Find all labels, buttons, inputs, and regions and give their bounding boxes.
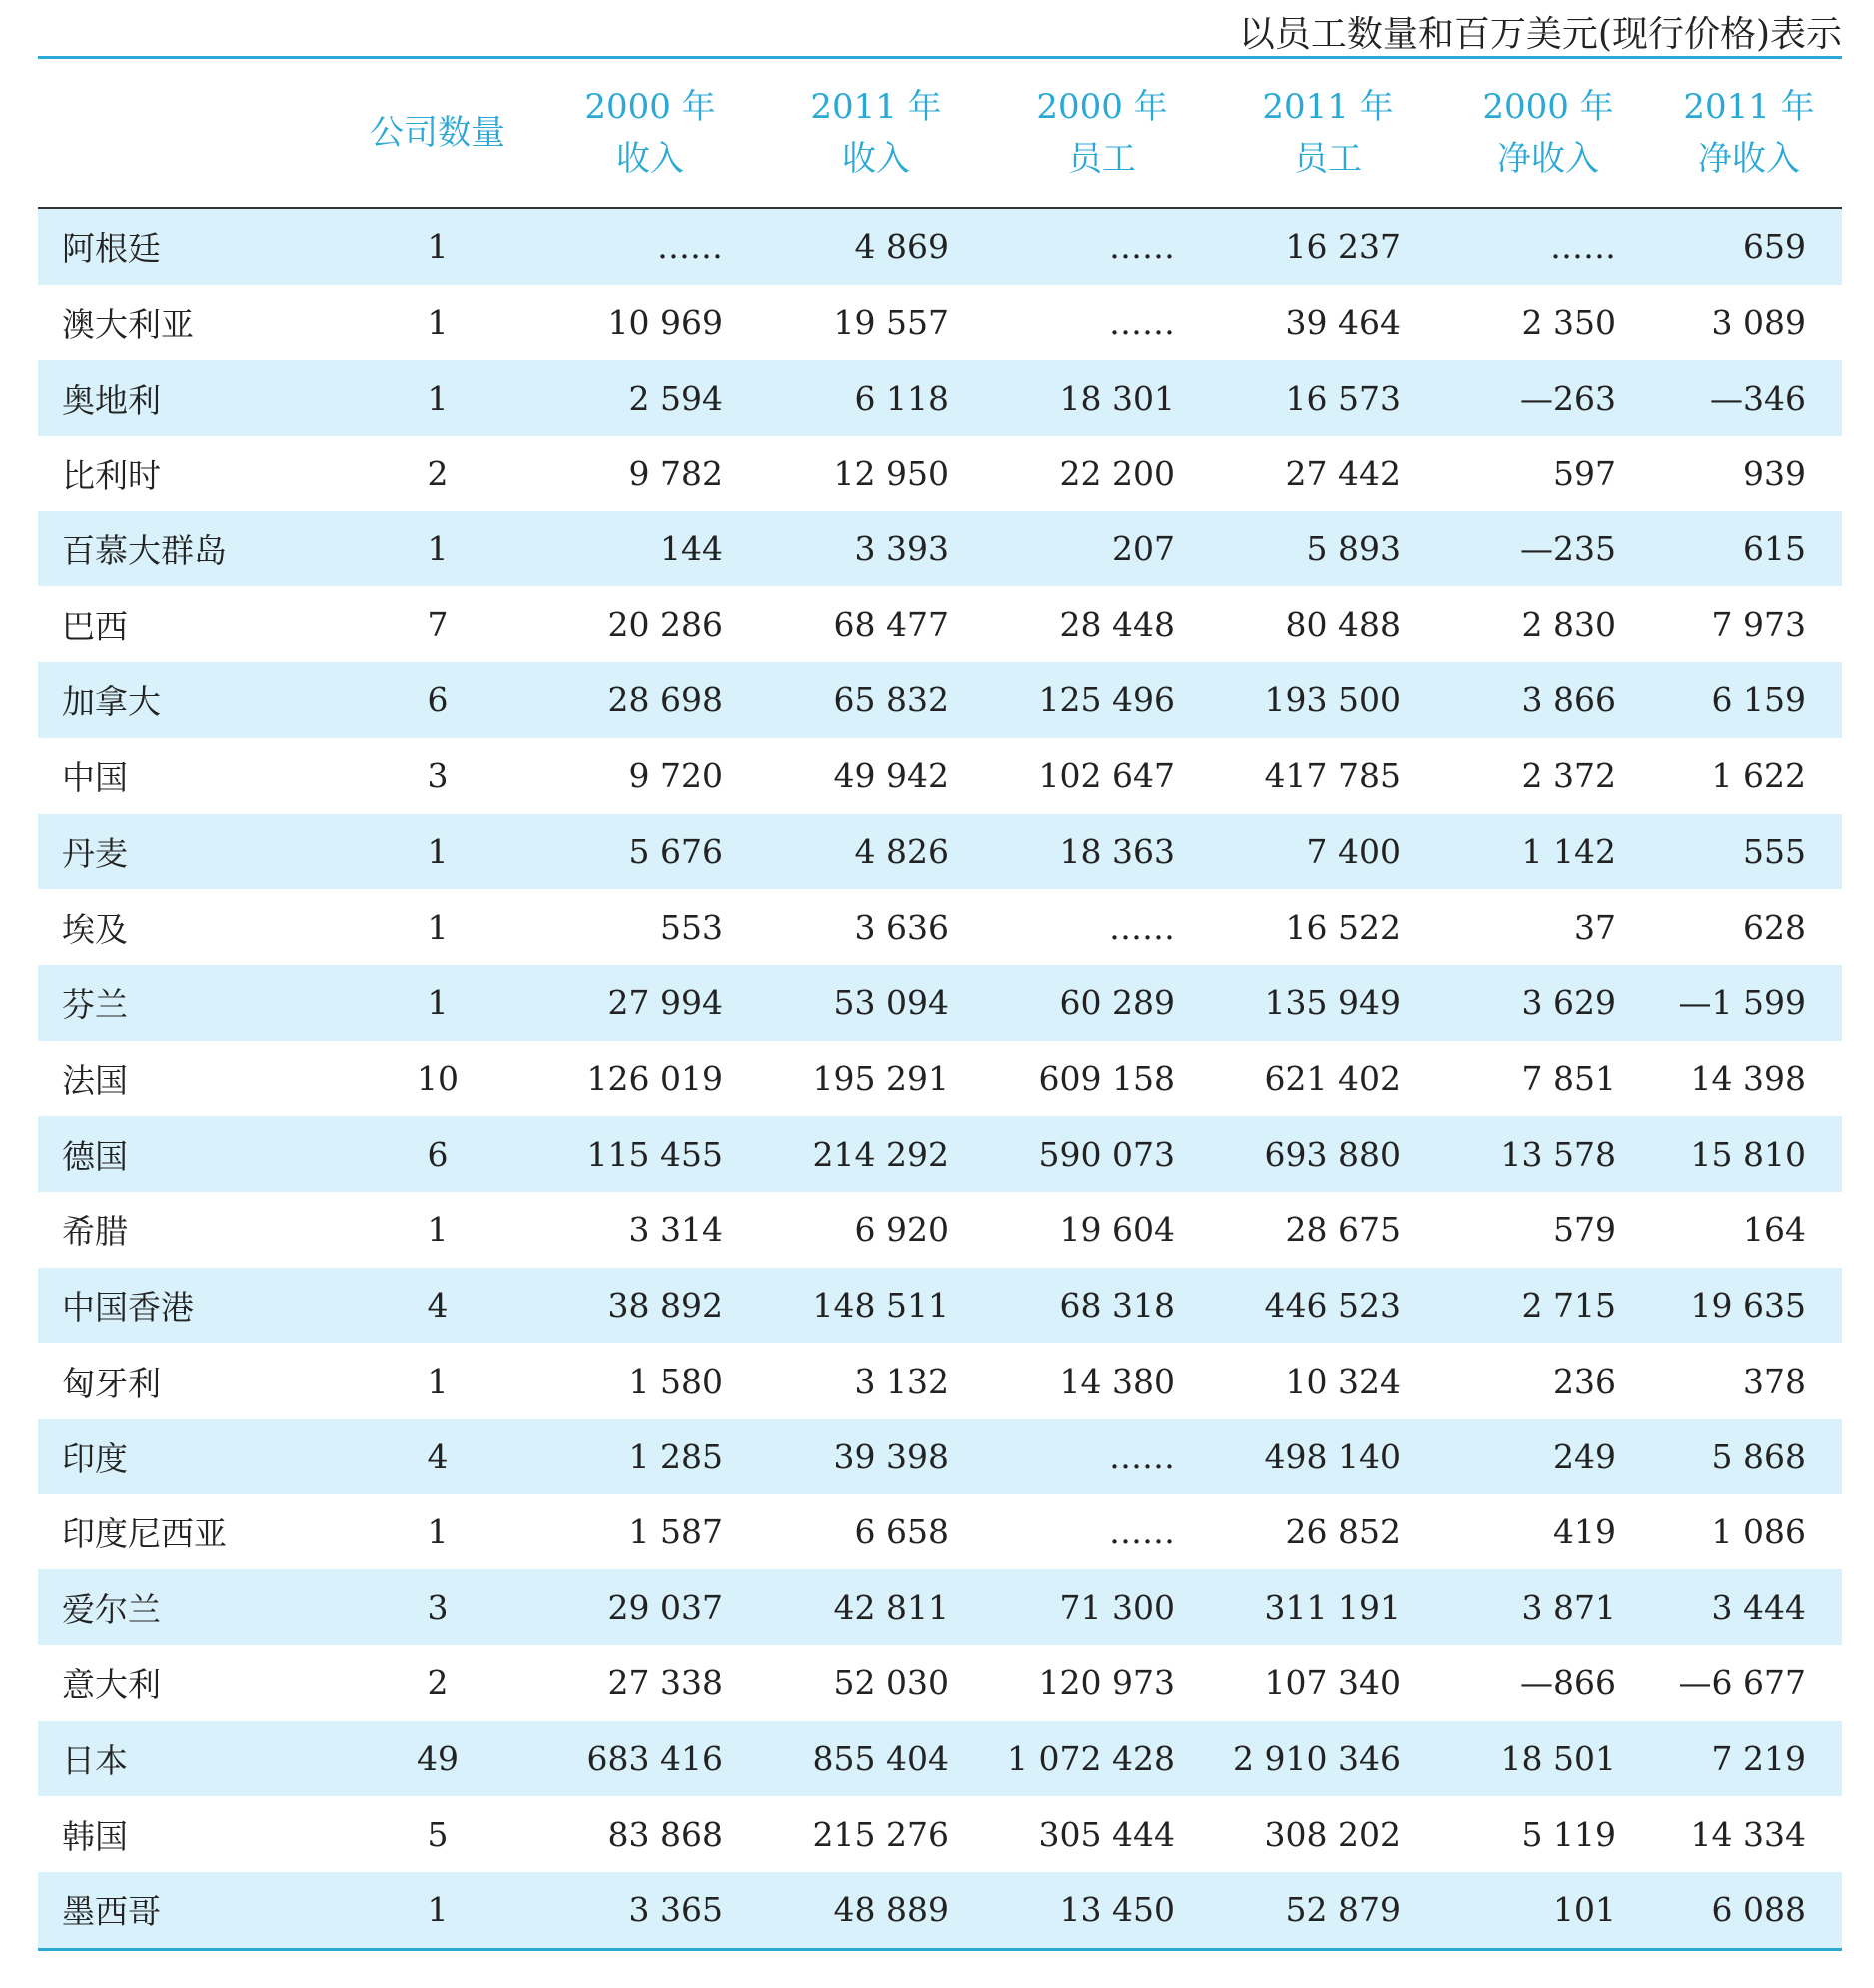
table-row	[38, 814, 1842, 890]
value-cell: 52 879	[1215, 1872, 1440, 1949]
table-row	[38, 1645, 1842, 1721]
value-cell: 3 314	[628, 1210, 723, 1250]
column-header-line1: 2011 年	[810, 87, 942, 127]
value-cell: 5 893	[1215, 511, 1440, 587]
table-row	[38, 1192, 1842, 1268]
value-cell: 18 501	[1440, 1721, 1656, 1797]
country-cell: 百慕大群岛	[38, 511, 338, 587]
company-count-cell: 1	[427, 303, 449, 343]
value-cell: 126 019	[586, 1058, 723, 1098]
table-header	[38, 58, 1842, 209]
value-cell: 659	[1656, 208, 1842, 285]
value-cell: 4 826	[763, 814, 989, 890]
value-cell: 15 810	[1656, 1116, 1842, 1192]
table-row	[38, 360, 1842, 436]
value-cell: 417 785	[1264, 756, 1401, 796]
country-cell: 爱尔兰	[38, 1569, 338, 1645]
value-cell: 2 372	[1521, 756, 1616, 796]
table-row	[38, 208, 1842, 285]
value-cell: 193 500	[1215, 662, 1440, 738]
value-cell: 3 089	[1711, 303, 1806, 343]
table-row	[38, 436, 1842, 511]
value-cell: 615	[1656, 511, 1842, 587]
company-count-cell: 3	[427, 756, 449, 796]
value-cell: 19 604	[1059, 1210, 1175, 1250]
value-cell: 29 037	[537, 1569, 763, 1645]
country-cell: 希腊	[62, 1212, 128, 1252]
value-cell: 39 398	[763, 1419, 989, 1494]
value-cell: 609 158	[1038, 1058, 1175, 1098]
value-cell: 1 622	[1711, 756, 1806, 796]
value-cell: 14 334	[1690, 1814, 1806, 1854]
value-cell: —263	[1440, 360, 1656, 436]
value-cell: 6 088	[1656, 1872, 1842, 1949]
company-count-cell: 6	[338, 662, 537, 738]
value-cell: 83 868	[607, 1814, 723, 1854]
unit-note: 以员工数量和百万美元(现行价格)表示	[1238, 14, 1842, 55]
value-cell: 305 444	[1038, 1814, 1175, 1854]
column-header-line2: 净收入	[1698, 139, 1800, 179]
country-cell: 中国香港	[38, 1268, 338, 1344]
value-cell: 5 119	[1521, 1814, 1616, 1854]
country-cell: 澳大利亚	[62, 305, 194, 345]
value-cell: ……	[1109, 907, 1175, 947]
value-cell: 579	[1553, 1210, 1616, 1250]
table-row	[38, 1872, 1842, 1949]
value-cell: 6 920	[854, 1210, 949, 1250]
value-cell: 14 380	[1059, 1361, 1175, 1401]
column-header-line1: 2000 年	[1482, 87, 1614, 127]
value-cell: 19 557	[833, 303, 949, 343]
value-cell: 18 363	[989, 814, 1215, 890]
company-count-cell: 1	[427, 1361, 449, 1401]
value-cell: 693 880	[1215, 1116, 1440, 1192]
value-cell: 6 159	[1656, 662, 1842, 738]
value-cell: 135 949	[1215, 965, 1440, 1041]
value-cell: 148 511	[763, 1268, 989, 1344]
value-cell: 16 573	[1215, 360, 1440, 436]
company-count-cell: 10	[417, 1058, 459, 1098]
country-cell: 奥地利	[38, 360, 338, 436]
company-count-cell: 4	[338, 1268, 537, 1344]
value-cell: 308 202	[1264, 1814, 1401, 1854]
value-cell: 3 629	[1440, 965, 1656, 1041]
value-cell: 28 448	[1059, 604, 1175, 644]
value-cell: 20 286	[607, 604, 723, 644]
company-count-cell: 1	[427, 1512, 449, 1552]
value-cell: 10 969	[607, 303, 723, 343]
table-row	[38, 1721, 1842, 1797]
column-header-line2: 员工	[1068, 139, 1136, 179]
value-cell: 4 869	[763, 208, 989, 285]
value-cell: 311 191	[1215, 1569, 1440, 1645]
value-cell: 101	[1440, 1872, 1656, 1949]
value-cell: 3 866	[1440, 662, 1656, 738]
value-cell: 16 237	[1215, 208, 1440, 285]
column-header-line2: 净收入	[1497, 139, 1599, 179]
column-header	[763, 58, 989, 209]
column-header	[38, 58, 338, 209]
value-cell: 378	[1743, 1361, 1806, 1401]
country-cell: 丹麦	[38, 814, 338, 890]
table-row	[38, 1268, 1842, 1344]
table-row	[38, 738, 1842, 814]
value-cell: 14 398	[1690, 1058, 1806, 1098]
column-header-line2: 收入	[842, 139, 910, 179]
country-cell: 印度尼西亚	[62, 1514, 227, 1554]
table-row	[38, 511, 1842, 587]
column-header-line2: 员工	[1294, 139, 1362, 179]
table-row	[38, 965, 1842, 1041]
column-header	[1656, 58, 1842, 209]
value-cell: 7 400	[1215, 814, 1440, 890]
company-count-cell: 5	[427, 1814, 449, 1854]
value-cell: 22 200	[1059, 454, 1175, 494]
value-cell: 195 291	[812, 1058, 949, 1098]
column-header-line1: 2000 年	[1036, 87, 1168, 127]
column-header-line2: 收入	[616, 139, 684, 179]
country-cell: 阿根廷	[38, 208, 338, 285]
value-cell: 60 289	[989, 965, 1215, 1041]
value-cell: —1 599	[1656, 965, 1842, 1041]
value-cell: 555	[1656, 814, 1842, 890]
table-row	[38, 889, 1842, 965]
value-cell: 52 030	[833, 1663, 949, 1703]
value-cell: 7 973	[1711, 604, 1806, 644]
company-count-cell: 4	[338, 1419, 537, 1494]
value-cell: 164	[1743, 1210, 1806, 1250]
value-cell: —235	[1440, 511, 1656, 587]
value-cell: 16 522	[1285, 907, 1401, 947]
value-cell: 3 393	[763, 511, 989, 587]
company-count-cell: 1	[338, 208, 537, 285]
value-cell: 28 698	[537, 662, 763, 738]
value-cell: 1 072 428	[989, 1721, 1215, 1797]
column-header-line1: 2011 年	[1262, 87, 1394, 127]
value-cell: 249	[1440, 1419, 1656, 1494]
value-cell: —866	[1520, 1663, 1616, 1703]
value-cell: 590 073	[989, 1116, 1215, 1192]
value-cell: 9 720	[628, 756, 723, 796]
value-cell: 236	[1553, 1361, 1616, 1401]
value-cell: 27 442	[1285, 454, 1401, 494]
country-cell: 意大利	[62, 1665, 161, 1705]
company-count-cell: 3	[338, 1569, 537, 1645]
value-cell: 597	[1553, 454, 1616, 494]
value-cell: 125 496	[989, 662, 1215, 738]
value-cell: 13 578	[1440, 1116, 1656, 1192]
value-cell: 207	[989, 511, 1215, 587]
table-row	[38, 662, 1842, 738]
value-cell: ……	[989, 1419, 1215, 1494]
value-cell: 419	[1553, 1512, 1616, 1552]
column-header-line1: 2011 年	[1683, 87, 1815, 127]
column-header	[1440, 58, 1656, 209]
value-cell: 621 402	[1264, 1058, 1401, 1098]
column-header	[537, 58, 763, 209]
value-cell: 115 455	[537, 1116, 763, 1192]
value-cell: 683 416	[537, 1721, 763, 1797]
value-cell: 65 832	[763, 662, 989, 738]
country-cell: 印度	[38, 1419, 338, 1494]
country-cell: 埃及	[62, 909, 128, 949]
value-cell: 48 889	[763, 1872, 989, 1949]
table-row	[38, 1116, 1842, 1192]
country-cell: 日本	[38, 1721, 338, 1797]
value-cell: 38 892	[537, 1268, 763, 1344]
value-cell: 553	[660, 907, 723, 947]
value-cell: 7 219	[1656, 1721, 1842, 1797]
value-cell: 68 318	[989, 1268, 1215, 1344]
value-cell: 3 132	[854, 1361, 949, 1401]
value-cell: 3 871	[1440, 1569, 1656, 1645]
value-cell: 53 094	[763, 965, 989, 1041]
company-count-cell: 2	[427, 1663, 449, 1703]
country-cell: 德国	[38, 1116, 338, 1192]
company-count-cell: 1	[338, 814, 537, 890]
company-count-cell: 6	[338, 1116, 537, 1192]
column-header	[338, 58, 537, 209]
country-cell: 巴西	[62, 606, 128, 646]
value-cell: 6 118	[763, 360, 989, 436]
value-cell: 18 301	[989, 360, 1215, 436]
company-count-cell: 1	[427, 1210, 449, 1250]
value-cell: 2 594	[537, 360, 763, 436]
value-cell: 2 910 346	[1215, 1721, 1440, 1797]
value-cell: 28 675	[1285, 1210, 1401, 1250]
company-count-cell: 49	[338, 1721, 537, 1797]
country-cell: 韩国	[62, 1816, 128, 1856]
data-table	[38, 56, 1842, 1951]
value-cell: 1 086	[1711, 1512, 1806, 1552]
value-cell: 2 350	[1521, 303, 1616, 343]
column-header-line1: 公司数量	[370, 113, 505, 153]
country-cell: 加拿大	[38, 662, 338, 738]
value-cell: 27 994	[537, 965, 763, 1041]
value-cell: 80 488	[1285, 604, 1401, 644]
company-count-cell: 1	[338, 360, 537, 436]
value-cell: 939	[1743, 454, 1806, 494]
value-cell: 446 523	[1215, 1268, 1440, 1344]
country-cell: 中国	[62, 758, 128, 798]
value-cell: 27 338	[607, 1663, 723, 1703]
column-header	[989, 58, 1215, 209]
value-cell: ……	[1440, 208, 1656, 285]
value-cell: 498 140	[1215, 1419, 1440, 1494]
value-cell: 215 276	[812, 1814, 949, 1854]
value-cell: 12 950	[833, 454, 949, 494]
value-cell: 214 292	[763, 1116, 989, 1192]
value-cell: 3 636	[854, 907, 949, 947]
value-cell: 144	[537, 511, 763, 587]
country-cell: 墨西哥	[38, 1872, 338, 1949]
table-row	[38, 1343, 1842, 1419]
company-count-cell: 1	[338, 1872, 537, 1949]
value-cell: ……	[989, 208, 1215, 285]
value-cell: ……	[1109, 303, 1175, 343]
value-cell: 9 782	[628, 454, 723, 494]
column-header	[1215, 58, 1440, 209]
value-cell: 71 300	[989, 1569, 1215, 1645]
value-cell: 5 868	[1656, 1419, 1842, 1494]
table-row	[38, 1494, 1842, 1570]
company-count-cell: 1	[427, 907, 449, 947]
value-cell: 628	[1743, 907, 1806, 947]
value-cell: ……	[1109, 1512, 1175, 1552]
value-cell: 2 715	[1440, 1268, 1656, 1344]
table-row	[38, 1796, 1842, 1872]
value-cell: 5 676	[537, 814, 763, 890]
company-count-cell: 7	[427, 604, 449, 644]
value-cell: —346	[1656, 360, 1842, 436]
value-cell: 68 477	[833, 604, 949, 644]
value-cell: 107 340	[1264, 1663, 1401, 1703]
value-cell: 1 587	[628, 1512, 723, 1552]
value-cell: 10 324	[1285, 1361, 1401, 1401]
value-cell: 3 365	[537, 1872, 763, 1949]
country-cell: 匈牙利	[62, 1363, 161, 1403]
value-cell: 39 464	[1285, 303, 1401, 343]
table-row	[38, 1569, 1842, 1645]
table-body	[38, 208, 1842, 1949]
value-cell: 120 973	[1038, 1663, 1175, 1703]
value-cell: 1 142	[1440, 814, 1656, 890]
value-cell: —6 677	[1678, 1663, 1806, 1703]
country-cell: 芬兰	[38, 965, 338, 1041]
value-cell: ……	[537, 208, 763, 285]
column-header-line1: 2000 年	[584, 87, 716, 127]
table-row	[38, 1419, 1842, 1494]
value-cell: 855 404	[763, 1721, 989, 1797]
table-row	[38, 285, 1842, 361]
value-cell: 42 811	[763, 1569, 989, 1645]
header-row	[38, 58, 1842, 209]
company-count-cell: 2	[427, 454, 449, 494]
value-cell: 2 830	[1521, 604, 1616, 644]
value-cell: 37	[1574, 907, 1616, 947]
value-cell: 102 647	[1038, 756, 1175, 796]
value-cell: 6 658	[854, 1512, 949, 1552]
company-count-cell: 1	[338, 965, 537, 1041]
table-row	[38, 1041, 1842, 1117]
country-cell: 比利时	[62, 456, 161, 496]
value-cell: 1 580	[628, 1361, 723, 1401]
value-cell: 7 851	[1521, 1058, 1616, 1098]
value-cell: 19 635	[1656, 1268, 1842, 1344]
value-cell: 26 852	[1285, 1512, 1401, 1552]
table-row	[38, 586, 1842, 662]
value-cell: 13 450	[989, 1872, 1215, 1949]
country-cell: 法国	[62, 1060, 128, 1100]
value-cell: 1 285	[537, 1419, 763, 1494]
value-cell: 49 942	[833, 756, 949, 796]
value-cell: 3 444	[1656, 1569, 1842, 1645]
company-count-cell: 1	[338, 511, 537, 587]
